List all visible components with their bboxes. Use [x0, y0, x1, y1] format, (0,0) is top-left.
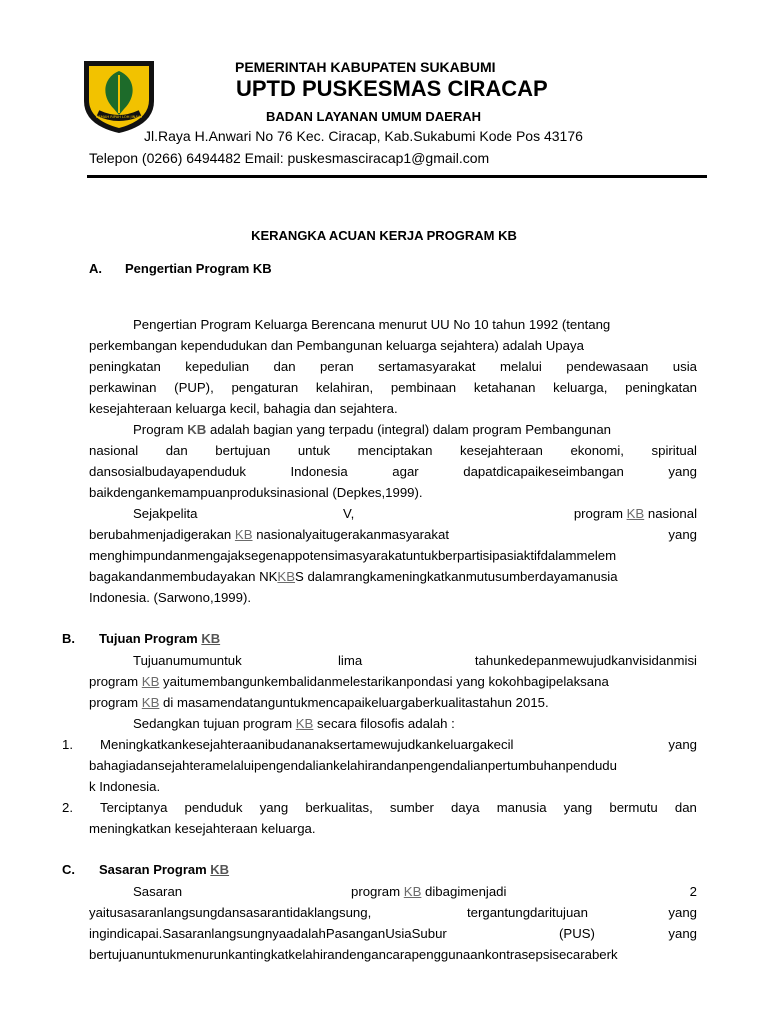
section-a-letter: A.: [89, 261, 102, 276]
kb-link[interactable]: KB: [201, 631, 221, 646]
b-item1-line2: bahagiadansejahteramelaluipengendaliankelahirandanpengendalianpertumbuhanpendudu: [89, 758, 617, 773]
a-p2-line1: Program KB adalah bagian yang terpadu (integral) dalam program Pembangunan: [133, 422, 612, 437]
a-p3-line3: menghimpundanmengajaksegenappotensimasyarakatuntukberpartisipasiaktifdalammelem: [89, 548, 617, 563]
kb-link[interactable]: KB: [403, 884, 422, 899]
header-contact: Telepon (0266) 6494482 Email: puskesmasciracap1@gmail.com: [89, 150, 490, 166]
sukabumi-logo: [80, 57, 158, 135]
b-item1-line3: k Indonesia.: [89, 779, 161, 794]
kb-link[interactable]: KB: [295, 716, 314, 731]
b-item2-line1: Terciptanya penduduk yang berkualitas, sumber daya manusia yang bermutu dan: [100, 800, 697, 815]
header-unit: BADAN LAYANAN UMUM DAERAH: [266, 109, 481, 124]
section-b-heading: [62, 631, 221, 646]
a-p2-line3: dansosialbudayapenduduk Indonesia agar dapatdicapaikeseimbangan yang: [89, 464, 697, 479]
header-address: Jl.Raya H.Anwari No 76 Kec. Ciracap, Kab.Sukabumi Kode Pos 43176: [144, 128, 583, 144]
kb-link[interactable]: KB: [210, 862, 230, 877]
b-line4: Sedangkan tujuan program KB secara filosofis adalah :: [133, 716, 455, 731]
b-line2: program KB yaitumembangunkembalidanmelestarikanpondasi yang kokohbagipelaksana: [89, 674, 609, 689]
a-p1-line2: perkembangan kependudukan dan Pembangunan keluarga sejahtera) adalah Upaya: [89, 338, 584, 353]
section-a-heading: [89, 261, 272, 276]
a-p1-line3: peningkatan kepedulian dan peran sertamasyarakat melalui pendewasaan usia: [89, 359, 697, 374]
logo-motto: GEMAH RIPAH LOH JINAWI: [95, 115, 143, 119]
section-c-letter: C.: [62, 862, 75, 877]
kb-link[interactable]: KB: [141, 674, 160, 689]
b-item1-number: 1.: [62, 737, 73, 752]
section-a-title: Pengertian Program KB: [125, 261, 272, 276]
b-item2-line2: meningkatkan kesejahteraan keluarga.: [89, 821, 316, 836]
a-p3-line5: Indonesia. (Sarwono,1999).: [89, 590, 252, 605]
a-p2-line4: baikdengankemampuanproduksinasional (Depkes,1999).: [89, 485, 423, 500]
header-government: PEMERINTAH KABUPATEN SUKABUMI: [235, 59, 496, 75]
kb-link[interactable]: KB: [277, 569, 296, 584]
header-divider: [87, 175, 707, 178]
section-c-heading: [62, 862, 230, 877]
a-p1-line4: perkawinan (PUP), pengaturan kelahiran, pembinaan ketahanan keluarga, peningkatan: [89, 380, 697, 395]
a-p2-line2: nasional dan bertujuan untuk menciptakan kesejahteraan ekonomi, spiritual: [89, 443, 697, 458]
a-p3-line4: bagakandanmembudayakan NKKBS dalamrangkameningkatkanmutusumberdayamanusia: [89, 569, 618, 584]
a-p1-line1: Pengertian Program Keluarga Berencana menurut UU No 10 tahun 1992 (tentang: [133, 317, 611, 332]
section-b-letter: B.: [62, 631, 75, 646]
section-c-title: Sasaran Program: [99, 862, 207, 877]
kb-term: KB: [187, 422, 207, 437]
b-line3: program KB di masamendatanguntukmencapaikeluargaberkualitastahun 2015.: [89, 695, 549, 710]
a-p3-line2: berubahmenjadigerakan KB nasionalyaitugerakanmasyarakat yang: [89, 527, 697, 542]
a-p1-line5: kesejahteraan keluarga kecil, bahagia dan sejahtera.: [89, 401, 398, 416]
header-organization: UPTD PUSKESMAS CIRACAP: [236, 76, 548, 101]
kb-link[interactable]: KB: [626, 506, 645, 521]
kb-link[interactable]: KB: [234, 527, 253, 542]
section-b-title: Tujuan Program: [99, 631, 198, 646]
b-item2-number: 2.: [62, 800, 73, 815]
c-line4: bertujuanuntukmenurunkantingkatkelahirandengancarapenggunaankontrasepsisecaraberk: [89, 947, 618, 962]
kb-link[interactable]: KB: [141, 695, 160, 710]
b-item1-line1: Meningkatkankesejahteraanibudananaksertamewujudkankeluargakecil yang: [100, 737, 697, 752]
document-title: KERANGKA ACUAN KERJA PROGRAM KB: [251, 228, 517, 243]
